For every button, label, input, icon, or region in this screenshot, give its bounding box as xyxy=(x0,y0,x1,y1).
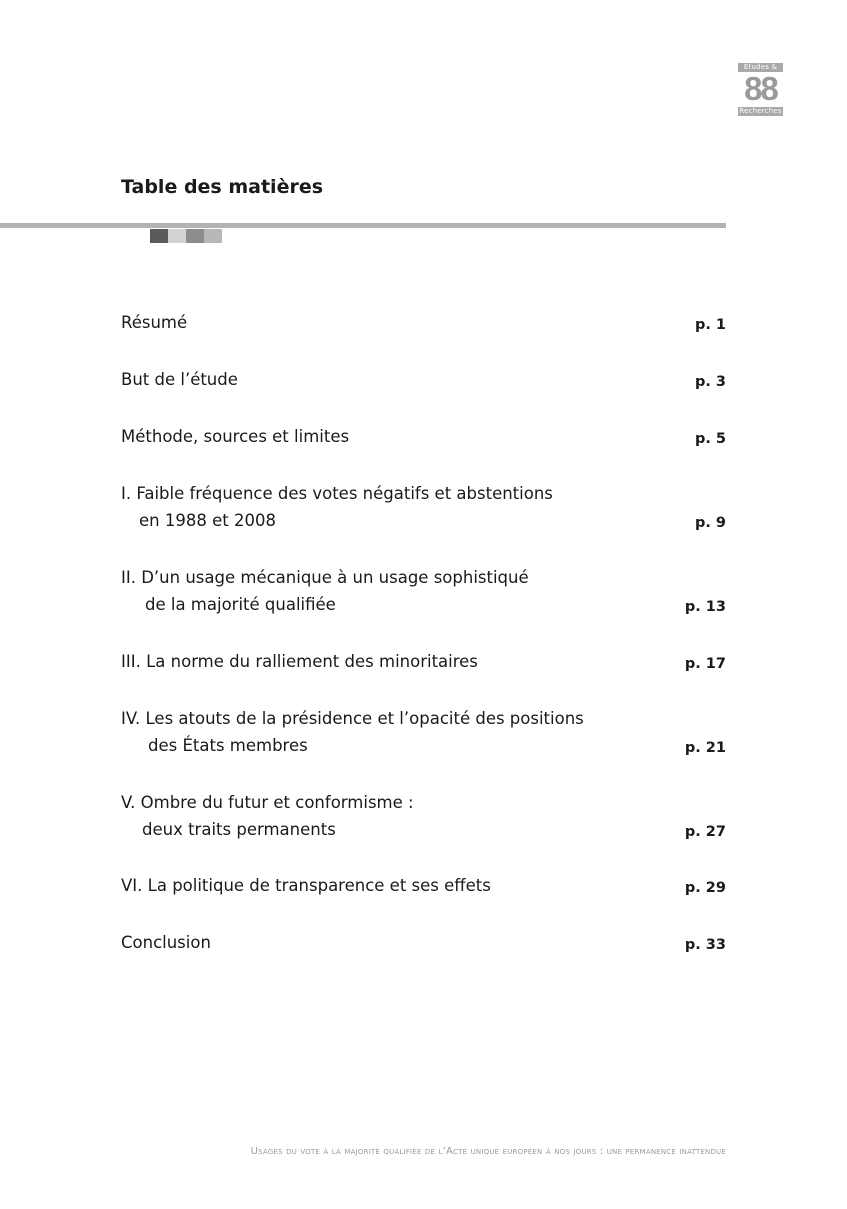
badge-top-label: Études & xyxy=(738,63,783,72)
toc-entry-page: p. 5 xyxy=(694,431,726,447)
toc-entry-title: II. D’un usage mécanique à un usage sophistiqué xyxy=(121,568,529,587)
toc-entry-title: Conclusion xyxy=(121,933,211,952)
decorative-square xyxy=(186,229,204,243)
toc-entry-title: I. Faible fréquence des votes négatifs et abstentions xyxy=(121,484,553,503)
toc-entry-page: p. 3 xyxy=(694,374,726,390)
badge-number: 88 xyxy=(744,70,777,107)
toc-entry-page: p. 33 xyxy=(684,937,726,953)
toc-entry-page: p. 27 xyxy=(684,824,726,840)
toc-entry-page: p. 29 xyxy=(684,880,726,896)
toc-entry-page: p. 9 xyxy=(694,515,726,531)
title-rule xyxy=(0,223,726,228)
toc-entry-page: p. 21 xyxy=(684,740,726,756)
toc-entry-title: VI. La politique de transparence et ses effets xyxy=(121,876,491,895)
toc-entry-title-continued: deux traits permanents xyxy=(142,820,336,839)
decorative-square xyxy=(168,229,186,243)
toc-entry-page: p. 13 xyxy=(684,599,726,615)
page-title: Table des matières xyxy=(121,176,324,198)
toc-entry-page: p. 17 xyxy=(684,656,726,672)
toc-entry-title-continued: en 1988 et 2008 xyxy=(139,511,276,530)
toc-entry-title: IV. Les atouts de la présidence et l’opacité des positions xyxy=(121,709,584,728)
decorative-square xyxy=(204,229,222,243)
badge-bottom-label: Recherches xyxy=(739,107,782,115)
toc-entry-page: p. 1 xyxy=(694,317,726,333)
running-footer: Usages du vote à la majorité qualifiée de l’Acte unique européen à nos jours : une permanence inattendue xyxy=(250,1146,726,1157)
toc-entry-title: V. Ombre du futur et conformisme : xyxy=(121,793,414,812)
toc-entry-title: Méthode, sources et limites xyxy=(121,427,350,446)
toc-entry-title: But de l’étude xyxy=(121,370,238,389)
series-badge xyxy=(738,63,783,117)
toc-entry-title: III. La norme du ralliement des minoritaires xyxy=(121,652,478,671)
toc-entry-title: Résumé xyxy=(121,313,188,332)
decorative-square xyxy=(150,229,168,243)
toc-entry-title-continued: des États membres xyxy=(148,736,308,755)
toc-entry-title-continued: de la majorité qualifiée xyxy=(145,595,336,614)
